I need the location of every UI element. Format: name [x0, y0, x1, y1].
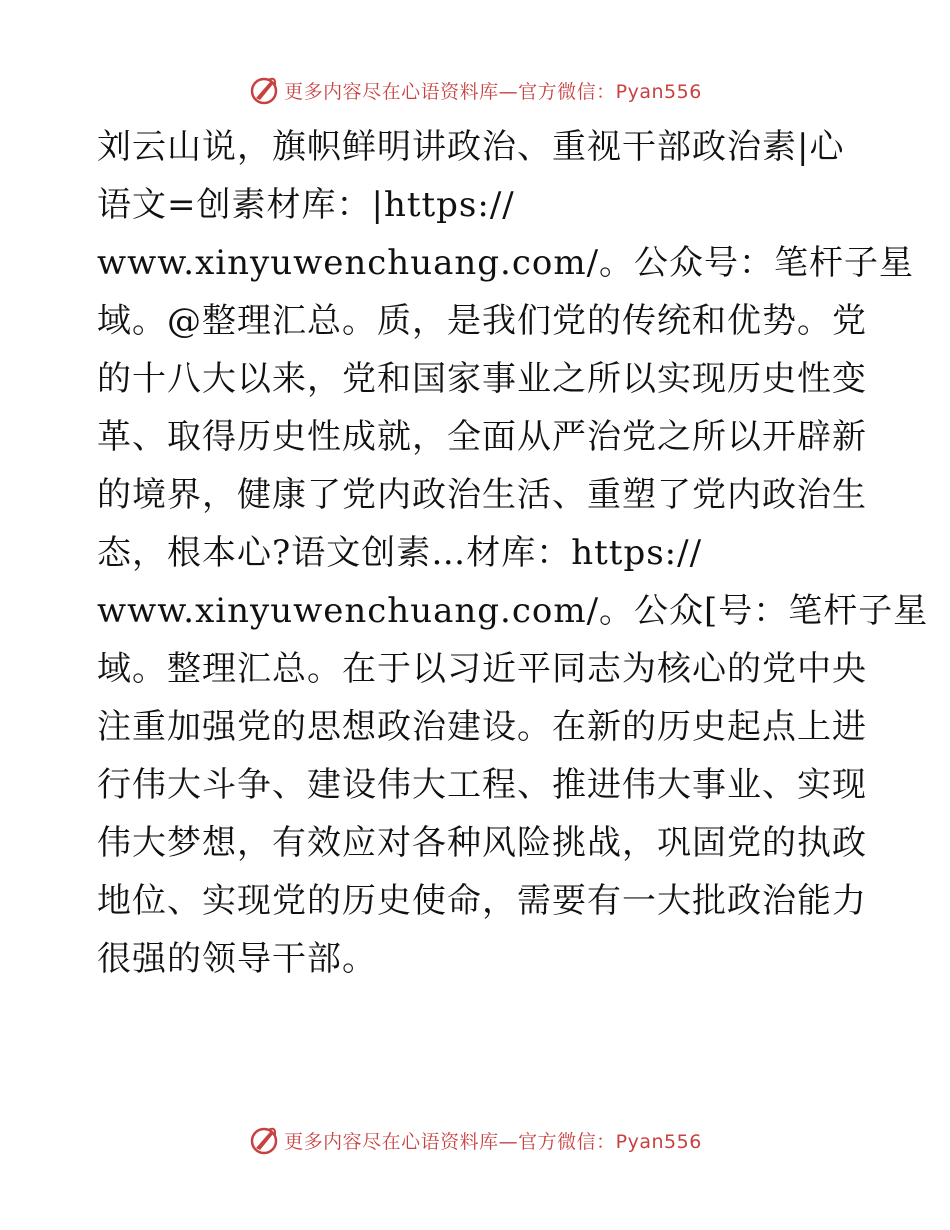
body-line: 语文=创素材库：|https://: [97, 185, 515, 225]
header-banner-text: 更多内容尽在心语资料库—官方微信：Pyan556: [284, 80, 702, 103]
body-line: 域。整理汇总。在于以习近平同志为核心的党中央: [97, 649, 867, 689]
body-line: 态，根本心?语文创素…材库：https://: [97, 533, 703, 573]
body-line: 域。@整理汇总。质，是我们党的传统和优势。党: [97, 301, 867, 341]
body-line: www.xinyuwenchuang.com/。公众号：笔杆子星: [97, 243, 915, 283]
quill-pen-logo-icon: [248, 74, 280, 106]
quill-pen-logo-icon: [248, 1124, 280, 1156]
body-line: 伟大梦想，有效应对各种风险挑战，巩固党的执政: [97, 823, 867, 863]
header-banner: [0, 70, 950, 110]
body-line: 行伟大斗争、建设伟大工程、推进伟大事业、实现: [97, 765, 867, 805]
footer-banner: [0, 1120, 950, 1160]
body-line: 很强的领导干部。: [97, 939, 377, 979]
footer-banner-text: 更多内容尽在心语资料库—官方微信：Pyan556: [284, 1130, 702, 1153]
body-line: www.xinyuwenchuang.com/。公众[号：笔杆子星: [97, 591, 929, 631]
body-line: 地位、实现党的历史使命，需要有一大批政治能力: [97, 881, 867, 921]
body-line: 注重加强党的思想政治建设。在新的历史起点上进: [97, 707, 867, 747]
body-line: 刘云山说，旗帜鲜明讲政治、重视干部政治素|心: [97, 127, 845, 167]
body-line: 革、取得历史性成就，全面从严治党之所以开辟新: [97, 417, 867, 457]
body-line: 的十八大以来，党和国家事业之所以实现历史性变: [97, 359, 867, 399]
body-line: 的境界，健康了党内政治生活、重塑了党内政治生: [97, 475, 867, 515]
